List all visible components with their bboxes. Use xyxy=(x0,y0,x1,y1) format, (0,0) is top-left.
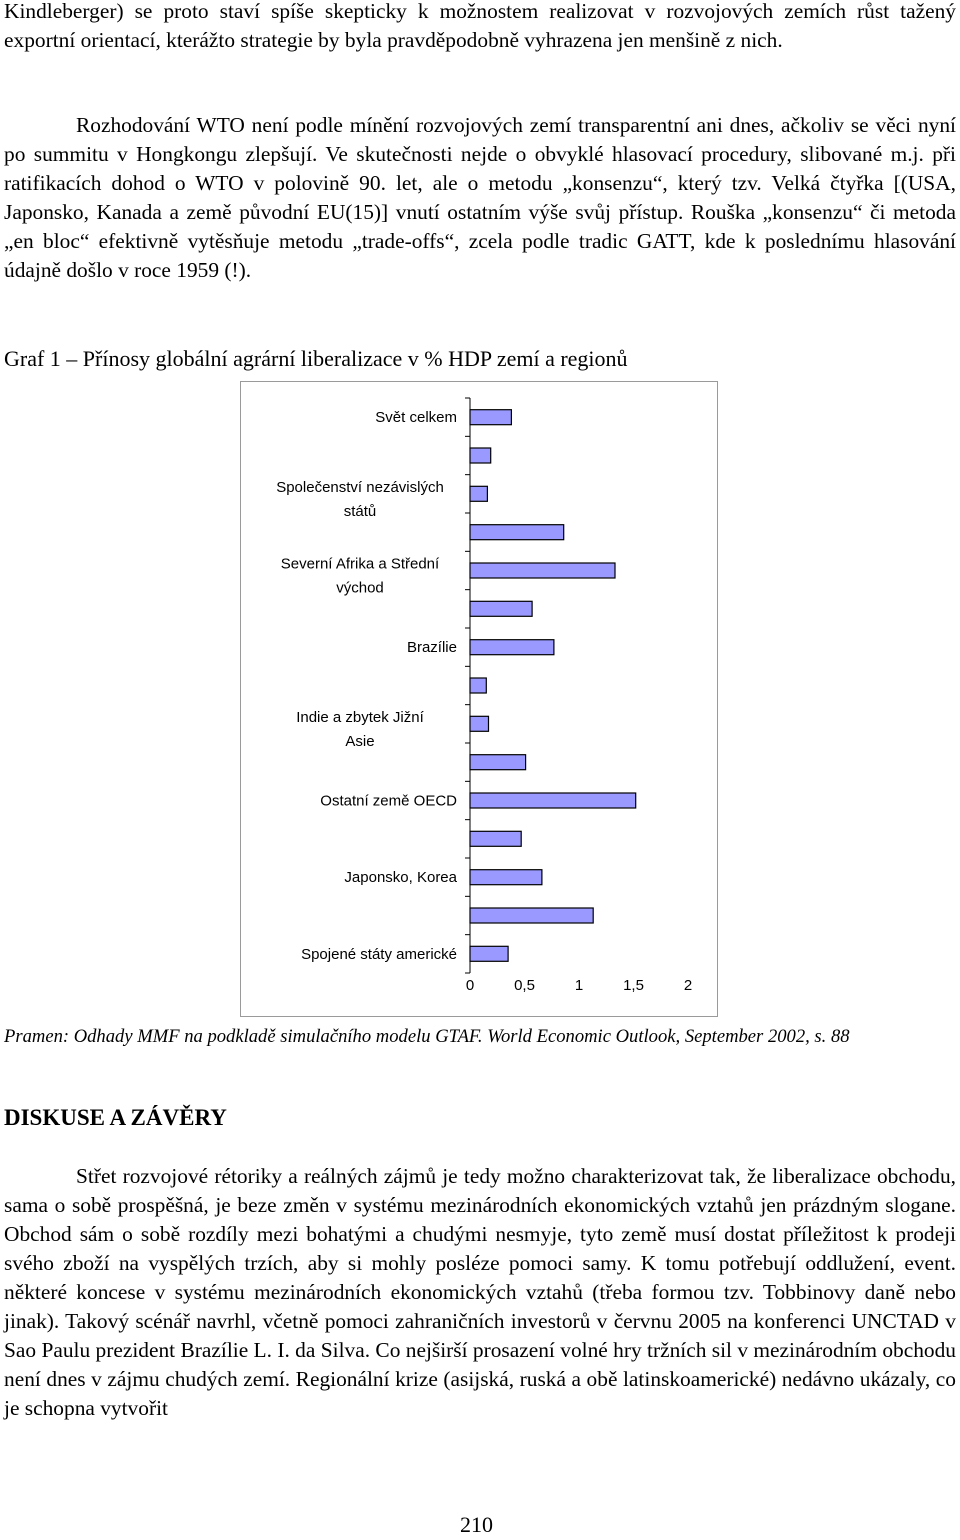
category-label xyxy=(281,556,440,597)
x-tick-label: 1 xyxy=(574,977,584,994)
bar xyxy=(470,716,489,731)
bar xyxy=(470,486,487,501)
paragraph-wto: Rozhodování WTO není podle mínění rozvojových zemí transparentní ani dnes, ačkoliv se věci nyní po summitu v Hongkongu zlepšují. Ve skutečnosti nejde o obvyklé hlasovací procedury, slibované m.j. při ratifikacích dohod o WTO v polovině 90. let, ale o metodu „konsenzu“, který tzv. Velká čtyřka [(USA, Japonsko, Kanada a země původní EU(15)] vnutí ostatním výše svůj přístup. Rouška „konsenzu“ či metoda „en bloc“ efektivně vytěsňuje metodu „trade-offs“, zcela podle tradic GATT, kde k poslednímu hlasování údajně došlo v roce 1959 (!). xyxy=(4,113,956,282)
category-label: Japonsko, Korea xyxy=(344,869,457,887)
bar xyxy=(470,563,615,578)
category-label xyxy=(276,479,444,520)
paragraph-intro: Kindleberger) se proto staví spíše skepticky k možnostem realizovat v rozvojových zemích růst tažený exportní orientací, kterážto strategie by byla pravděpodobně vyhrazena jen menšině z nich. xyxy=(4,0,956,52)
category-label: Spojené státy americké xyxy=(301,945,457,963)
bar xyxy=(470,410,511,425)
bar xyxy=(470,793,636,808)
bar xyxy=(470,946,508,961)
category-label-line: východ xyxy=(336,579,384,597)
figure-source: Pramen: Odhady MMF na podkladě simulačního modelu GTAF. World Economic Outlook, September 2002, s. 88 xyxy=(4,1026,850,1047)
bar xyxy=(470,601,532,616)
bar xyxy=(470,448,491,463)
bar-chart xyxy=(240,381,718,1017)
bar xyxy=(470,831,521,846)
x-tick-label: 2 xyxy=(683,977,693,994)
category-label-line: Indie a zbytek Jižní xyxy=(296,708,424,726)
category-label: Svět celkem xyxy=(375,409,457,427)
page-number: 210 xyxy=(460,1512,493,1537)
category-label-line: Společenství nezávislých xyxy=(276,478,444,496)
category-label: Ostatní země OECD xyxy=(320,792,457,810)
bar xyxy=(470,525,564,540)
x-tick-label: 0 xyxy=(465,977,475,994)
x-tick-label: 0,5 xyxy=(514,977,535,994)
category-label: Brazílie xyxy=(406,639,457,657)
bar xyxy=(470,870,542,885)
paragraph-conclusions: Střet rozvojové rétoriky a reálných zájmů je tedy možno charakterizovat tak, že liberalizace obchodu, sama o sobě prospěšná, je beze změn v systému mezinárodních ekonomických vztahů jen prázdným slogane. Obchod sám o sobě rozdíly mezi bohatými a chudými nesmyje, tyto země musí dostat příležitost k prodeji svého zboží na vyspělých trzích, aby si mohly posléze pomoci samy. K tomu potřebují oddlužení, event. některé koncese v systému mezinárodních ekonomických vztahů (třeba formou tzv. Tobbinovy daně nebo jinak). Takový scénář navrhl, včetně pomoci zahraničních investorů v červnu 2005 na konferenci UNCTAD v Sao Paulu prezident Brazílie L. I. da Silva. Co nejširší prosazení volné hry tržních sil v mezinárodním obchodu není dnes v zájmu chudých zemí. Regionální krize (asijská, ruská a obě latinskoamerické) nedávno ukázaly, co je schopna vytvořit xyxy=(4,1164,956,1420)
bar xyxy=(470,755,526,770)
category-label-line: Asie xyxy=(345,732,375,750)
x-tick-label: 1,5 xyxy=(623,977,644,994)
bar xyxy=(470,678,486,693)
category-label-line: států xyxy=(343,502,377,520)
category-label xyxy=(296,709,424,750)
chart-svg xyxy=(241,382,719,1018)
category-label-line: Severní Afrika a Střední xyxy=(280,555,440,573)
section-heading: DISKUSE A ZÁVĚRY xyxy=(4,1105,227,1130)
figure-caption: Graf 1 – Přínosy globální agrární liberalizace v % HDP zemí a regionů xyxy=(4,346,628,371)
bar xyxy=(470,908,593,923)
bar xyxy=(470,640,554,655)
